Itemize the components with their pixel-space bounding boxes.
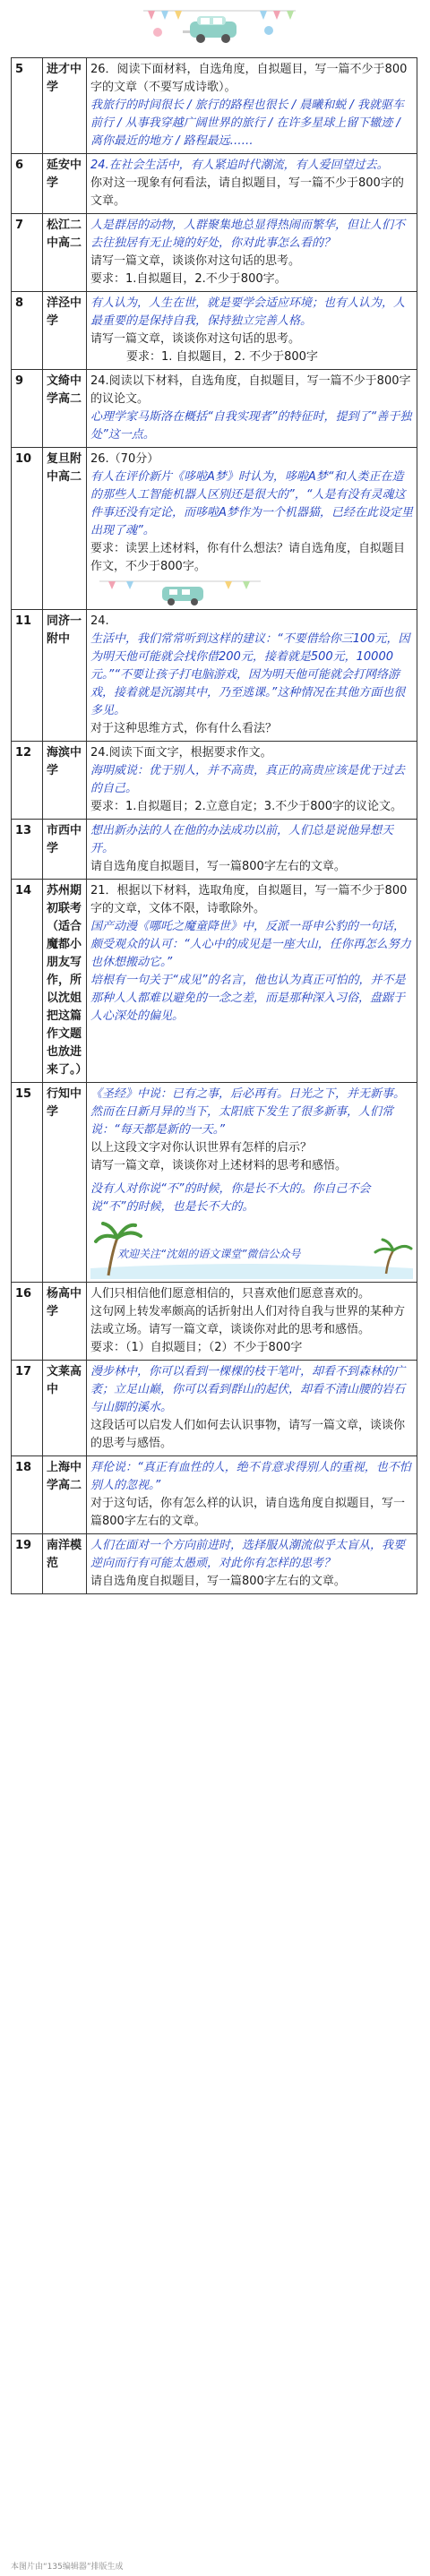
prompt-material: 漫步林中，你可以看到一棵棵的枝干笔叶，却看不到森林的广袤；立足山巅，你可以看到群山的起伏，却看不清山腰的岩石与山脚的溪水。 [90, 1365, 406, 1414]
school-name: 苏州期初联考（适合魔都小朋友写作，所以沈姐把这篇作文题也放进来了。） [43, 880, 87, 1083]
table-row [12, 1456, 417, 1534]
table-row [12, 1283, 417, 1361]
prompt-material: 生活中，我们常常听到这样的建议：“不要借给你三100元，因为明天他可能就会找你借200元，接着就是500元，10000元。”“不要让孩子打电脑游戏，因为明天他可能就会打网络游戏，接着就是沉溺其中，乃至逃课。”这种情况在其他方面也很多见。 [90, 632, 410, 717]
school-name: 海滨中学 [43, 742, 87, 820]
prompt-instruction: 对于这句话，你有怎么样的认识，请自选角度自拟题目，写一篇800字左右的文章。 [90, 1497, 406, 1528]
prompt-instruction: 24.阅读下面文字，根据要求作文。 [90, 746, 272, 760]
essay-prompt [87, 880, 417, 1083]
essay-prompt [87, 610, 417, 742]
prompt-instruction: 24.阅读以下材料，自选角度，自拟题目，写一篇不少于800字的议论文。 [90, 374, 411, 406]
row-number: 11 [12, 610, 43, 742]
prompt-instruction: 人们只相信他们愿意相信的，只喜欢他们愿意喜欢的。 [90, 1287, 371, 1301]
prompt-instruction: 这句网上转发率颇高的话折射出人们对待自我与世界的某种方法或立场。请写一篇文章，谈谈你对此的思考和感悟。 [90, 1305, 406, 1336]
prompt-material: 培根有一句关于“成见”的名言，他也认为真正可怕的，并不是那种人人都难以避免的一念之差，而是那种深入习俗，盘踞于人心深处的偏见。 [90, 974, 406, 1023]
essay-prompt [87, 448, 417, 610]
table-row [12, 1083, 417, 1283]
quote-banner [90, 1181, 413, 1279]
row-number: 14 [12, 880, 43, 1083]
row-number: 15 [12, 1083, 43, 1283]
train-decoration [90, 576, 413, 606]
school-name: 行知中学 [43, 1083, 87, 1283]
prompt-instruction: 这段话可以启发人们如何去认识事物，请写一篇文章，谈谈你的思考与感悟。 [90, 1419, 406, 1450]
essay-prompt [87, 370, 417, 448]
school-name: 市西中学 [43, 820, 87, 880]
row-number: 16 [12, 1283, 43, 1361]
table-row [12, 58, 417, 154]
row-number: 8 [12, 292, 43, 370]
row-number: 17 [12, 1361, 43, 1456]
prompt-instruction: 26.（70分） [90, 452, 159, 466]
prompt-instruction: 要求：读罢上述材料，你有什么想法？请自选角度，自拟题目作文，不少于800字。 [90, 542, 406, 573]
table-row [12, 370, 417, 448]
school-name: 上海中学高二 [43, 1456, 87, 1534]
essay-prompt [87, 1534, 417, 1594]
essay-prompt [87, 214, 417, 292]
row-number: 9 [12, 370, 43, 448]
essay-prompt [87, 820, 417, 880]
prompt-instruction: 26．阅读下面材料，自选角度，自拟题目，写一篇不少于800字的文章（不要写成诗歌）。 [90, 63, 408, 94]
prompt-instruction: 要求：1.自拟题目，2.不少于800字。 [90, 272, 287, 286]
essay-prompt [87, 1361, 417, 1456]
essay-prompt [87, 58, 417, 154]
prompt-material: 国产动漫《哪吒之魔童降世》中，反派一哥申公豹的一句话，颇受观众的认可：“人心中的成见是一座大山，任你再怎么努力也休想搬动它。” [90, 920, 411, 969]
prompt-material: 拜伦说：“真正有血性的人，绝不肯意求得别人的重视，也不怕别人的忽视。” [90, 1461, 411, 1492]
follow-note: 欢迎关注“沈姐的语文课堂”微信公众号 [117, 1248, 301, 1260]
header-decoration [0, 0, 430, 57]
essay-prompt [87, 154, 417, 214]
essay-topics-table [11, 57, 417, 1594]
school-name: 杨高中学 [43, 1283, 87, 1361]
school-name: 延安中学 [43, 154, 87, 214]
prompt-material: 人是群居的动物，人群聚集地总显得热闹而繁华，但让人们不去往独居有无止境的好处，你对此事怎么看的？ [90, 219, 406, 250]
row-number: 13 [12, 820, 43, 880]
prompt-material: 心理学家马斯洛在概括“自我实现者”的特征时，提到了“善于独处”这一点。 [90, 410, 412, 442]
essay-prompt [87, 292, 417, 370]
essay-prompt [87, 1283, 417, 1361]
prompt-instruction: 24. [90, 614, 109, 628]
prompt-instruction: 请写一篇文章，谈谈你对这句话的思考。 [90, 254, 301, 268]
essay-prompt [87, 742, 417, 820]
essay-prompt [87, 1456, 417, 1534]
table-row [12, 820, 417, 880]
school-name: 洋泾中学 [43, 292, 87, 370]
school-name: 文莱高中 [43, 1361, 87, 1456]
row-number: 18 [12, 1456, 43, 1534]
prompt-instruction: 请写一篇文章，谈谈你对这句话的思考。 [90, 332, 301, 346]
prompt-material: 《圣经》中说：已有之事，后必再有。日光之下，并无新事。然而在日新月异的当下，太阳底下发生了很多新事，人们常说：“每天都是新的一天。” [90, 1087, 406, 1137]
banner-quote: 没有人对你说“不”的时候，你是长不大的。你自己不会说“不”的时候，也是长不大的。 [90, 1182, 371, 1214]
table-row [12, 1534, 417, 1594]
row-number: 6 [12, 154, 43, 214]
car-icon [183, 16, 236, 43]
school-name: 进才中学 [43, 58, 87, 154]
row-number: 12 [12, 742, 43, 820]
prompt-material: 有人认为，人生在世，就是要学会适应环境；也有人认为，人最重要的是保持自我，保持独立完善人格。 [90, 296, 406, 328]
row-number: 10 [12, 448, 43, 610]
prompt-instruction: 你对这一现象有何看法，请自拟题目，写一篇不少于800字的文章。 [90, 176, 404, 208]
prompt-instruction: 请自选角度自拟题目，写一篇800字左右的文章。 [90, 860, 346, 873]
table-row [12, 292, 417, 370]
prompt-instruction: 要求：1. 自拟题目，2. 不少于800字 [126, 350, 318, 364]
prompt-material: 想出新办法的人在他的办法成功以前，人们总是说他异想天开。 [90, 824, 394, 855]
prompt-instruction: 要求：（1）自拟题目；（2）不少于800字 [90, 1341, 303, 1354]
prompt-material: 有人在评价新片《哆啦A梦》时认为，哆啦A梦“和人类正在造的那些人工智能机器人区别还是很大的”，“人是有没有灵魂这件事还没有定论，而哆啦A梦作为一个机器猫，已经在此设定里出现了魂”。 [90, 470, 413, 537]
table-row [12, 448, 417, 610]
table-row [12, 880, 417, 1083]
prompt-instruction: 请自选角度自拟题目，写一篇800字左右的文章。 [90, 1575, 346, 1588]
prompt-material: 我旅行的时间很长 / 旅行的路程也很长 / 晨曦和蜕 / 我就驱车前行 / 从事我穿越广阔世界的旅行 / 在许多星球上留下辙迹 / 离你最近的地方 / 路程最远…… [90, 99, 404, 148]
school-name: 南洋模范 [43, 1534, 87, 1594]
prompt-material: 24.在社会生活中，有人紧追时代潮流，有人爱回望过去。 [90, 159, 389, 172]
essay-prompt [87, 1083, 417, 1283]
table-row [12, 610, 417, 742]
prompt-instruction: 21．根据以下材料，选取角度，自拟题目，写一篇不少于800字的文章，文体不限，诗歌除外。 [90, 884, 408, 915]
school-name: 复旦附中高二 [43, 448, 87, 610]
school-name: 同济一附中 [43, 610, 87, 742]
table-row [12, 1361, 417, 1456]
row-number: 19 [12, 1534, 43, 1594]
table-row [12, 214, 417, 292]
school-name: 松江二中高二 [43, 214, 87, 292]
row-number: 7 [12, 214, 43, 292]
school-name: 文绮中学高二 [43, 370, 87, 448]
row-number: 5 [12, 58, 43, 154]
prompt-material: 海明威说：优于别人，并不高贵，真正的高贵应该是优于过去的自己。 [90, 764, 406, 795]
prompt-instruction: 以上这段文字对你认识世界有怎样的启示？ [90, 1141, 313, 1155]
prompt-instruction: 请写一篇文章，谈谈你对上述材料的思考和感悟。 [90, 1159, 348, 1172]
footer-caption: 本图片由“135编辑器”排版生成 [11, 2563, 124, 2572]
prompt-instruction: 对于这种思维方式，你有什么看法？ [90, 722, 278, 735]
table-row [12, 742, 417, 820]
prompt-instruction: 要求：1.自拟题目；2.立意自定；3.不少于800字的议论文。 [90, 800, 403, 813]
table-row [12, 154, 417, 214]
prompt-material: 人们在面对一个方向前进时，选择服从潮流似乎太盲从，我要逆向而行有可能太愚顽，对此你有怎样的思考？ [90, 1539, 406, 1570]
